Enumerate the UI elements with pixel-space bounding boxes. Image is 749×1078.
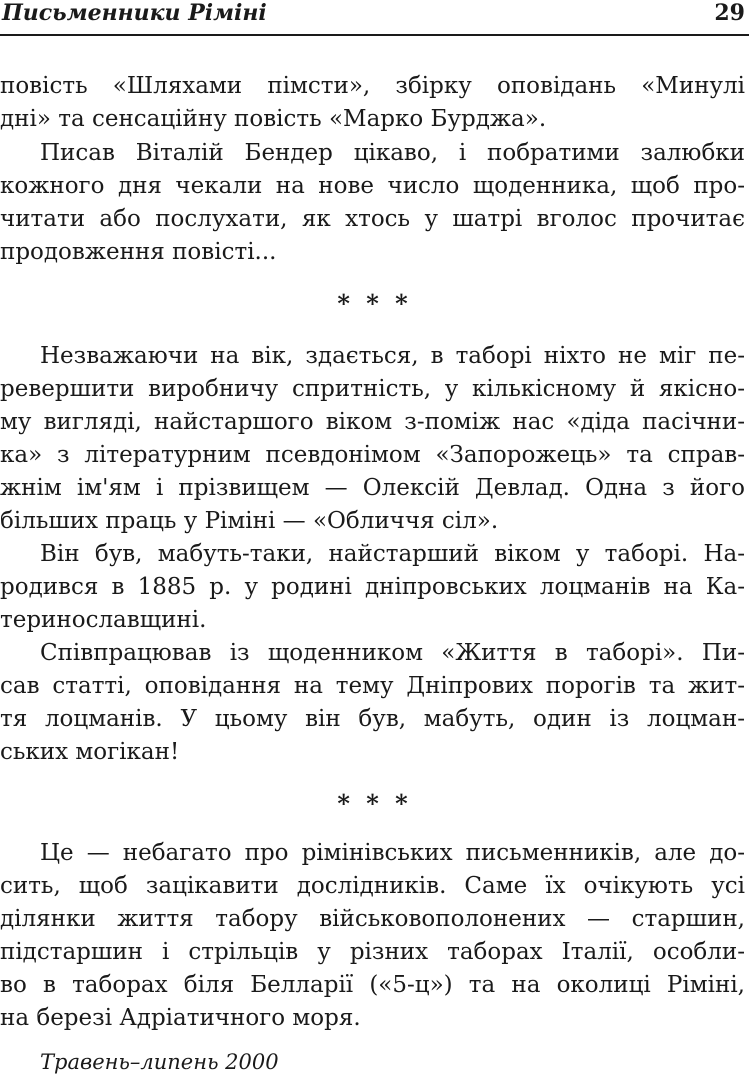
section-separator: * * * <box>337 789 412 818</box>
text-line: родився в 1885 р. у родині дніпровських лоцманів на Ка- <box>0 574 745 600</box>
section-separator: * * * <box>337 289 412 318</box>
text-line: му вигляді, найстаршого віком з-поміж нас «діда пасічни- <box>0 409 745 435</box>
text-line: ревершити виробничу спритність, у кількісному й якісно- <box>0 376 745 402</box>
text-line: читати або послухати, як хтось у шатрі вголос прочитає <box>0 206 745 232</box>
text-line: Незважаючи на вік, здається, в таборі ніхто не міг пе- <box>40 343 745 369</box>
text-line: на березі Адріатичного моря. <box>0 1005 361 1031</box>
text-line: повість «Шляхами пімсти», збірку оповідань «Минулі <box>0 73 745 99</box>
text-line: Співпрацював із щоденником «Життя в таборі». Пи- <box>40 640 745 666</box>
text-line: підстаршин і стрільців у різних таборах Італії, особли- <box>0 939 745 965</box>
running-title: Письменники Ріміні <box>2 0 267 26</box>
date-signature: Травень–липень 2000 <box>40 1050 279 1074</box>
text-line: продовження повісті... <box>0 239 277 265</box>
text-line: жнім ім'ям і прізвищем — Олексій Девлад. Одна з його <box>0 475 745 501</box>
text-line: теринославщині. <box>0 607 207 633</box>
text-line: більших праць у Ріміні — «Обличчя сіл». <box>0 508 499 534</box>
text-line: сав статті, оповідання на тему Дніпрових порогів та жит- <box>0 673 745 699</box>
page-number: 29 <box>714 0 745 26</box>
text-line: ділянки життя табору військовополонених — старшин, <box>0 906 745 932</box>
text-line: тя лоцманів. У цьому він був, мабуть, один із лоцман- <box>0 706 745 732</box>
text-line: Він був, мабуть-таки, найстарший віком у таборі. На- <box>40 541 745 567</box>
text-line: кожного дня чекали на нове число щоденника, щоб про- <box>0 173 745 199</box>
text-line: Це — небагато про рімінівських письменників, але до- <box>40 840 745 866</box>
text-line: во в таборах біля Белларії («5-ц») та на околиці Ріміні, <box>0 972 745 998</box>
running-header <box>0 0 749 36</box>
text-line: дні» та сенсаційну повість «Марко Бурджа». <box>0 106 547 132</box>
text-line: Писав Віталій Бендер цікаво, і побратими залюбки <box>40 140 745 166</box>
text-line: сить, щоб зацікавити дослідників. Саме їх очікують усі <box>0 873 745 899</box>
text-line: ка» з літературним псевдонімом «Запорожець» та справ- <box>0 442 745 468</box>
text-line: ських могікан! <box>0 739 180 765</box>
